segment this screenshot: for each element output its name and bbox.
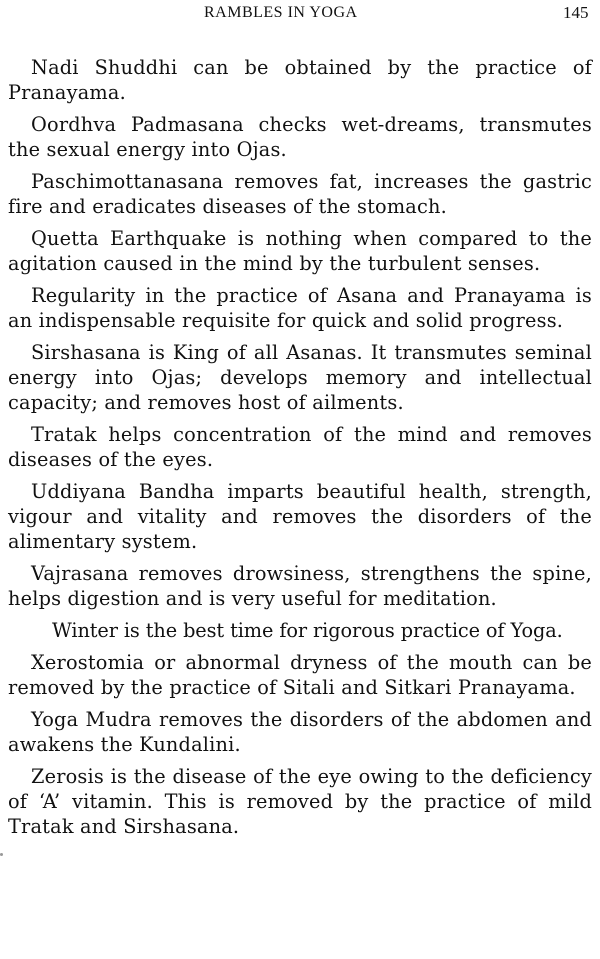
paragraph-regularity: Regularity in the practice of Asana and Pranayama is an indispensable requisite for quick and solid progress. — [8, 284, 592, 332]
paragraph-quetta-earthquake: Quetta Earthquake is nothing when compared to the agitation caused in the mind by the turbulent senses. — [8, 227, 592, 275]
margin-speck — [0, 853, 3, 856]
paragraph-xerostomia: Xerostomia or abnormal dryness of the mouth can be removed by the practice of Sitali and Sitkari Pranayama. — [8, 651, 592, 699]
paragraph-nadi-shuddhi: Nadi Shuddhi can be obtained by the practice of Pranayama. — [8, 56, 592, 104]
paragraph-sirshasana: Sirshasana is King of all Asanas. It transmutes seminal energy into Ojas; develops memory and intellectual capacity; and removes host of ailments. — [8, 341, 592, 414]
paragraph-vajrasana: Vajrasana removes drowsiness, strengthens the spine, helps digestion and is very useful for meditation. — [8, 562, 592, 610]
paragraph-zerosis: Zerosis is the disease of the eye owing to the deficiency of ‘A’ vitamin. This is removed by the practice of mild Tratak and Sirshasana. — [8, 765, 592, 838]
paragraph-paschimottanasana: Paschimottanasana removes fat, increases the gastric fire and eradicates diseases of the stomach. — [8, 170, 592, 218]
paragraph-tratak: Tratak helps concentration of the mind and removes diseases of the eyes. — [8, 423, 592, 471]
running-title: RAMBLES IN YOGA — [204, 4, 358, 21]
page-number: 145 — [563, 3, 589, 22]
page-header — [0, 3, 600, 25]
paragraph-winter: Winter is the best time for rigorous practice of Yoga. — [52, 619, 563, 642]
paragraph-oordhva-padmasana: Oordhva Padmasana checks wet-dreams, transmutes the sexual energy into Ojas. — [8, 113, 592, 161]
page-body — [8, 55, 592, 846]
paragraph-yoga-mudra: Yoga Mudra removes the disorders of the abdomen and awakens the Kundalini. — [8, 708, 592, 756]
paragraph-uddiyana-bandha: Uddiyana Bandha imparts beautiful health, strength, vigour and vitality and removes the disorders of the alimentary system. — [8, 480, 592, 553]
